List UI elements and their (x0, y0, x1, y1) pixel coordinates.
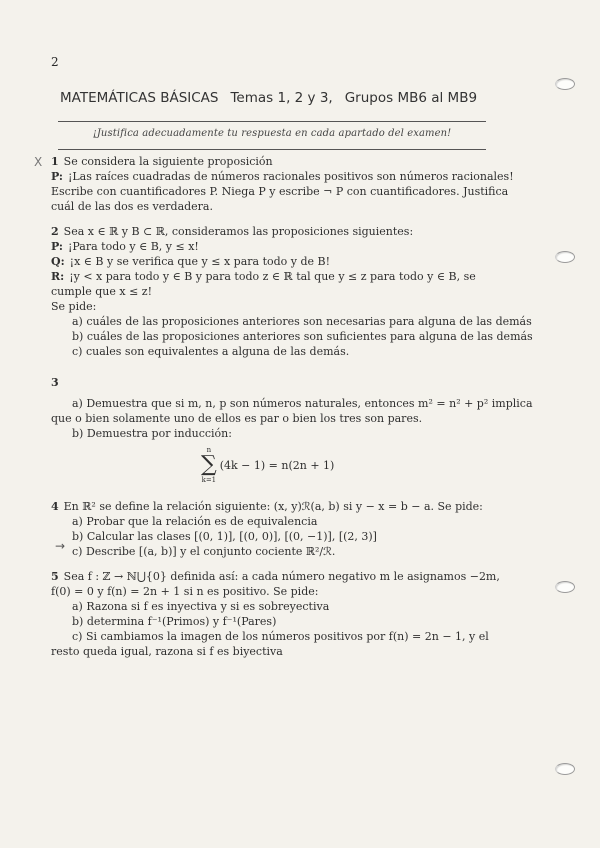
binder-hole (555, 251, 575, 263)
sigma-glyph: ∑ (201, 452, 217, 477)
list-item: b) Demuestra por inducción: (72, 427, 232, 440)
prop-label: P: (51, 170, 63, 183)
handwritten-arrow-mark: → (55, 539, 66, 553)
list-item: c) cuales son equivalentes a alguna de las demás. (72, 345, 350, 358)
list-item: b) cuáles de las proposiciones anteriores son suficientes para alguna de las demás (72, 330, 533, 343)
list-item: b) Calcular las clases [(0, 1)], [(0, 0)], [(0, −1)], [(2, 3)] (72, 530, 377, 543)
course-topics: Temas 1, 2 y 3, (230, 90, 333, 106)
sum-upper-limit: n (206, 446, 212, 454)
problem-text: Sea f : ℤ → ℕ⋃{0} definida así: a cada número negativo m le asignamos −2m, (63, 570, 500, 583)
list-item: a) Probar que la relación es de equivalencia (72, 515, 318, 528)
prop-text: ¡x ∈ B y se verifica que y ≤ x para todo y de B! (69, 255, 331, 268)
formula-body: (4k − 1) = n(2n + 1) (219, 458, 335, 472)
page-number: 2 (51, 55, 59, 69)
problem-text: En ℝ² se define la relación siguiente: (x, y)ℛ(a, b) si y − x = b − a. Se pide: (63, 500, 483, 513)
problem-number: 2 (51, 225, 59, 238)
exam-content (51, 154, 533, 659)
prop-text: ¡y < x para todo y ∈ B y para todo z ∈ ℝ tal que y ≤ z para todo y ∈ B, se (69, 270, 476, 283)
problem-text: que o bien solamente uno de ellos es par o bien los tres son pares. (51, 412, 423, 425)
problem-text: f(0) = 0 y f(n) = 2n + 1 si n es positivo. Se pide: (51, 585, 319, 598)
problem-number: 5 (51, 570, 59, 583)
prop-label: Q: (51, 255, 65, 268)
sum-lower-limit: k=1 (201, 476, 217, 484)
prop-text: ¡Las raíces cuadradas de números racionales positivos son números racionales! (67, 170, 514, 183)
binder-hole (555, 763, 575, 775)
problem-text: Se considera la siguiente proposición (63, 155, 273, 168)
problem-number: 4 (51, 500, 59, 513)
problem-text: Escribe con cuantificadores P. Niega P y escribe ¬ P con cuantificadores. Justifica (51, 185, 509, 198)
binder-hole (555, 581, 575, 593)
problem-number: 3 (51, 376, 59, 389)
course-groups: Grupos MB6 al MB9 (344, 90, 478, 106)
list-item: c) Describe [(a, b)] y el conjunto cociente ℝ²/ℛ. (72, 545, 336, 558)
prop-text: cumple que x ≤ z! (51, 285, 153, 298)
binder-hole (555, 78, 575, 90)
page-header (60, 90, 485, 106)
problem-1 (51, 154, 514, 214)
induction-formula (51, 441, 487, 489)
problem-3 (51, 375, 533, 489)
list-item: b) determina f⁻¹(Primos) y f⁻¹(Pares) (72, 615, 277, 628)
problem-4 (51, 499, 487, 559)
list-item: c) Si cambiamos la imagen de los números positivos por f(n) = 2n − 1, y el (72, 630, 489, 643)
problem-text: Sea x ∈ ℝ y B ⊂ ℝ, consideramos las proposiciones siguientes: (63, 225, 414, 238)
problem-2 (51, 224, 533, 359)
list-item: a) cuáles de las proposiciones anteriores son necesarias para alguna de las demás (72, 315, 532, 328)
prop-text: ¡Para todo y ∈ B, y ≤ x! (67, 240, 199, 253)
list-item: a) Razona si f es inyectiva y si es sobreyectiva (72, 600, 330, 613)
problem-text: cuál de las dos es verdadera. (51, 200, 213, 213)
problem-text: resto queda igual, razona si f es biyectiva (51, 645, 283, 658)
summation-symbol (201, 446, 217, 484)
handwritten-x-mark: X (34, 155, 43, 169)
problem-5 (51, 569, 500, 659)
list-item: a) Demuestra que si m, n, p son números naturales, entonces m² = n² + p² implica (72, 397, 533, 410)
exam-instruction: ¡Justifica adecuadamente tu respuesta en cada apartado del examen! (92, 128, 452, 139)
problem-number: 1 (51, 155, 59, 168)
problem-text: Se pide: (51, 300, 97, 313)
prop-label: R: (51, 270, 65, 283)
prop-label: P: (51, 240, 63, 253)
header-rule-top (58, 121, 486, 122)
course-title: MATEMÁTICAS BÁSICAS (60, 90, 219, 106)
header-rule-bottom (58, 149, 486, 150)
